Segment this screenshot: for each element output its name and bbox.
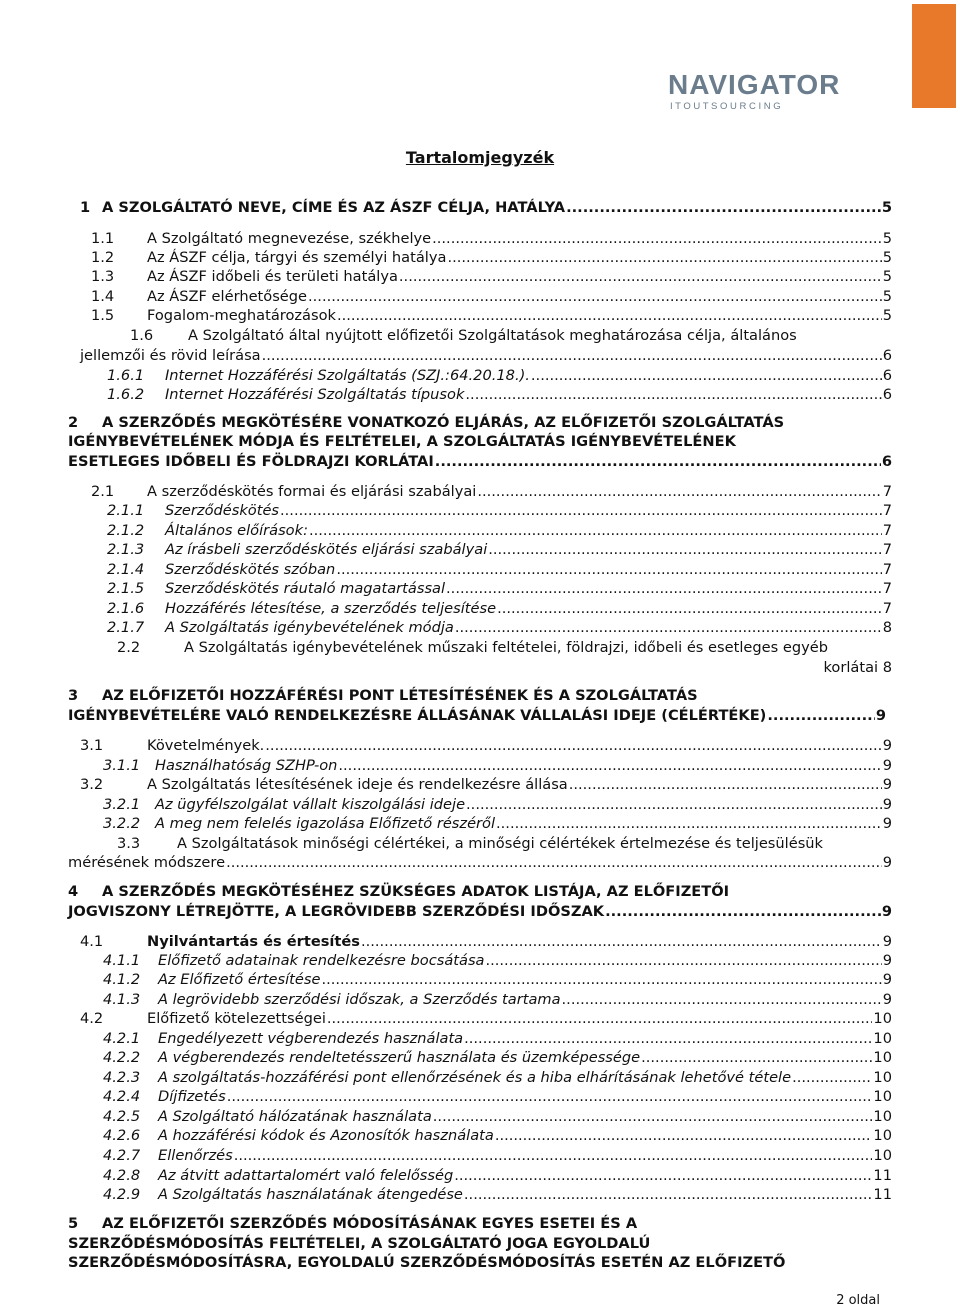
toc-text: A hozzáférési kódok és Azonosítók használata	[158, 1127, 494, 1144]
toc-leader	[308, 287, 882, 307]
toc-text: Szerződéskötés ráutaló magatartással	[165, 580, 446, 597]
toc-number: 2.1.4	[107, 561, 145, 578]
toc-leader	[399, 267, 882, 287]
toc-text: A meg nem felelés igazolása Előfizető részéről	[155, 815, 496, 832]
toc-leader	[495, 1126, 873, 1146]
toc-number: 4	[68, 883, 79, 900]
toc-number: 3.3	[117, 835, 141, 852]
toc-text: A Szolgáltató megnevezése, székhelye	[147, 230, 432, 247]
toc-entry-4-2-1[interactable]	[103, 1029, 892, 1049]
toc-page: 5	[882, 249, 892, 266]
toc-text: korlátai	[823, 659, 879, 676]
toc-number: 3.2.2	[103, 815, 141, 832]
toc-page: 8	[882, 619, 892, 636]
toc-page: 9	[882, 796, 892, 813]
toc-entry-4-2-7[interactable]	[103, 1146, 892, 1166]
toc-page: 9	[882, 971, 892, 988]
toc-number: 3.2.1	[103, 796, 141, 813]
toc-number: 4.2.7	[103, 1147, 141, 1164]
toc-entry-2-1[interactable]	[91, 482, 892, 502]
toc-leader	[531, 366, 882, 386]
toc-leader	[327, 1009, 873, 1029]
navigator-logo	[668, 68, 878, 112]
toc-number: 4.2.2	[103, 1049, 141, 1066]
toc-text: Követelmények.	[147, 737, 265, 754]
toc-page: 7	[882, 561, 892, 578]
toc-entry-4-cont[interactable]	[68, 902, 892, 922]
toc-page: 10	[873, 1030, 892, 1047]
toc-page: 9	[882, 991, 892, 1008]
toc-text: SZERZŐDÉSMÓDOSÍTÁS FELTÉTELEI, A SZOLGÁLTATÓ JOGA EGYOLDALÚ	[68, 1235, 651, 1252]
toc-leader	[477, 482, 881, 502]
toc-text: Általános előírások:	[165, 522, 308, 539]
toc-number: 1	[80, 199, 91, 216]
toc-text: jellemzői és rövid leírása	[80, 347, 261, 364]
toc-leader	[605, 902, 881, 922]
toc-page: 7	[882, 522, 892, 539]
toc-entry-4-2-9[interactable]	[103, 1185, 892, 1205]
toc-page: 9	[882, 933, 892, 950]
toc-entry-2-cont2[interactable]	[68, 452, 892, 472]
toc-entry-4-2-3[interactable]	[103, 1068, 892, 1088]
toc-entry-4-1[interactable]	[80, 932, 892, 952]
toc-entry-2-cont1[interactable]	[68, 432, 892, 452]
toc-number: 2.2	[117, 639, 141, 656]
toc-leader	[486, 951, 882, 971]
toc-entry-4-1-3[interactable]	[103, 990, 892, 1010]
toc-page: 10	[873, 1069, 892, 1086]
toc-page: 7	[882, 483, 892, 500]
toc-leader	[446, 579, 882, 599]
toc-entry-1-1[interactable]	[91, 229, 892, 249]
toc-entry-1-6-1[interactable]	[107, 366, 892, 386]
toc-leader	[262, 346, 882, 366]
toc-leader	[562, 990, 882, 1010]
toc-number: 2.1.3	[107, 541, 145, 558]
toc-page: 9	[882, 757, 892, 774]
logo-subtitle: I T O U T S O U R C I N G	[670, 101, 781, 112]
toc-page: 5	[881, 199, 892, 216]
toc-page: 9	[881, 903, 892, 920]
toc-entry-3-1[interactable]	[80, 736, 892, 756]
toc-leader	[465, 385, 881, 405]
toc-text: A legrövidebb szerződési időszak, a Szerződés tartama	[158, 991, 561, 1008]
toc-text: Előfizető kötelezettségei	[147, 1010, 326, 1027]
toc-text: Használhatóság SZHP-on	[155, 757, 338, 774]
toc-number: 1.5	[91, 307, 115, 324]
toc-number: 2	[68, 414, 79, 431]
toc-text: AZ ELŐFIZETŐI HOZZÁFÉRÉSI PONT LÉTESÍTÉSÉNEK ÉS A SZOLGÁLTATÁS	[102, 687, 698, 704]
toc-leader	[432, 229, 882, 249]
toc-leader	[496, 814, 882, 834]
toc-page: 7	[882, 541, 892, 558]
toc-text: mérésének módszere	[68, 854, 226, 871]
toc-leader	[447, 248, 881, 268]
toc-number: 1.3	[91, 268, 115, 285]
toc-number: 4.2.1	[103, 1030, 141, 1047]
toc-leader	[464, 1029, 872, 1049]
toc-page: 9	[882, 776, 892, 793]
toc-leader	[265, 736, 881, 756]
toc-text: Az átvitt adattartalomért való felelősség	[158, 1167, 454, 1184]
toc-number: 4.2.8	[103, 1167, 141, 1184]
toc-text: IGÉNYBEVÉTELÉNEK MÓDJA ÉS FELTÉTELEI, A SZOLGÁLTATÁS IGÉNYBEVÉTELÉNEK	[68, 433, 736, 450]
toc-entry-1-6-2[interactable]	[107, 385, 892, 405]
toc-text: A Szolgáltatás használatának átengedése	[158, 1186, 463, 1203]
toc-number: 2.1.5	[107, 580, 145, 597]
toc-entry-2-1-5[interactable]	[107, 579, 892, 599]
toc-number: 2.1	[91, 483, 115, 500]
toc-entry-5-cont1[interactable]	[68, 1234, 892, 1254]
toc-text: Az ÁSZF elérhetősége	[147, 288, 308, 305]
toc-entry-2-1-2[interactable]	[107, 521, 892, 541]
toc-leader	[226, 853, 882, 873]
toc-number: 4.1.3	[103, 991, 141, 1008]
toc-entry-2-1-3[interactable]	[107, 540, 892, 560]
toc-number: 1.6.2	[107, 386, 145, 403]
toc-number: 3.1.1	[103, 757, 141, 774]
toc-page: 10	[873, 1010, 892, 1027]
toc-text: Az ÁSZF időbeli és területi hatálya	[147, 268, 398, 285]
toc-number: 4.2.9	[103, 1186, 141, 1203]
toc-leader	[337, 306, 882, 326]
toc-entry-1-4[interactable]	[91, 287, 892, 307]
toc-entry-4-2-5[interactable]	[103, 1107, 892, 1127]
toc-entry-3-2-2[interactable]	[103, 814, 892, 834]
toc-entry-3-cont[interactable]	[68, 706, 886, 726]
toc-entry-2-1-1[interactable]	[107, 501, 892, 521]
toc-leader	[792, 1068, 872, 1088]
toc-text: A Szolgáltató hálózatának használata	[158, 1108, 432, 1125]
toc-page: 5	[882, 230, 892, 247]
toc-number: 3.2	[80, 776, 104, 793]
toc-page: 9	[882, 952, 892, 969]
toc-leader	[280, 501, 882, 521]
toc-text: A végberendezés rendeltetésszerű használata és üzemképessége	[158, 1049, 641, 1066]
toc-entry-1-2[interactable]	[91, 248, 892, 268]
toc-page: 7	[882, 600, 892, 617]
toc-entry-1-3[interactable]	[91, 267, 892, 287]
toc-leader	[338, 756, 881, 776]
toc-page: 9	[882, 737, 892, 754]
toc-text: Ellenőrzés	[158, 1147, 233, 1164]
toc-text: A Szolgáltatás igénybevételének módja	[165, 619, 454, 636]
toc-text: A Szolgáltatások minőségi célértékei, a minőségi célértékek értelmezése és teljesülésük	[177, 835, 824, 852]
toc-text: Az ügyfélszolgálat vállalt kiszolgálási ideje	[155, 796, 466, 813]
toc-number: 3	[68, 687, 79, 704]
toc-text: A Szolgáltató által nyújtott előfizetői Szolgáltatások meghatározása célja, általános	[188, 327, 797, 344]
toc-number: 4.2.5	[103, 1108, 141, 1125]
toc-text: IGÉNYBEVÉTELÉRE VALÓ RENDELKEZÉSRE ÁLLÁSÁNAK VÁLLALÁSI IDEJE (CÉLÉRTÉKE)	[68, 707, 767, 724]
toc-entry-3-3-cont[interactable]	[68, 853, 892, 873]
toc-leader	[767, 706, 874, 726]
toc-page: 6	[882, 347, 892, 364]
toc-text: Internet Hozzáférési Szolgáltatás (SZJ.:64.20.18.).	[165, 367, 530, 384]
toc-page: 5	[882, 268, 892, 285]
toc-number: 3.1	[80, 737, 104, 754]
toc-number: 4.1.2	[103, 971, 141, 988]
toc-number: 2.1.6	[107, 600, 145, 617]
toc-number: 4.1	[80, 933, 104, 950]
toc-leader	[309, 521, 882, 541]
toc-entry-4-1-2[interactable]	[103, 970, 892, 990]
toc-text: Internet Hozzáférési Szolgáltatás típusok	[165, 386, 465, 403]
toc-leader	[227, 1087, 873, 1107]
toc-text: Az Előfizető értesítése	[158, 971, 321, 988]
toc-number: 2.1.2	[107, 522, 145, 539]
toc-text: A SZOLGÁLTATÓ NEVE, CÍME ÉS AZ ÁSZF CÉLJA, HATÁLYA	[102, 199, 566, 216]
toc-number: 1.6	[130, 327, 154, 344]
toc-leader	[497, 599, 882, 619]
toc-number: 1.2	[91, 249, 115, 266]
toc-entry-4-2-8[interactable]	[103, 1166, 892, 1186]
toc-page: 8	[882, 659, 892, 676]
toc-page: 10	[873, 1147, 892, 1164]
toc-entry-5[interactable]	[68, 1214, 892, 1234]
toc-leader	[234, 1146, 873, 1166]
toc-text: JOGVISZONY LÉTREJÖTTE, A LEGRÖVIDEBB SZERZŐDÉSI IDŐSZAK	[68, 903, 605, 920]
toc-number: 4.2.4	[103, 1088, 141, 1105]
toc-number: 1.1	[91, 230, 115, 247]
toc-text: A szerződéskötés formai és eljárási szabályai	[147, 483, 477, 500]
toc-page: 10	[873, 1108, 892, 1125]
toc-page: 9	[882, 815, 892, 832]
toc-leader	[466, 795, 882, 815]
toc-page: 9	[882, 854, 892, 871]
toc-page: 10	[873, 1088, 892, 1105]
toc-text: A szolgáltatás-hozzáférési pont ellenőrzésének és a hiba elhárításának lehetővé tétele	[158, 1069, 792, 1086]
toc-number: 4.2.3	[103, 1069, 141, 1086]
toc-entry-3-2-1[interactable]	[103, 795, 892, 815]
toc-page: 9	[875, 707, 886, 724]
toc-entry-2-1-7[interactable]	[107, 618, 892, 638]
toc-entry-2-1-4[interactable]	[107, 560, 892, 580]
toc-text: Engedélyezett végberendezés használata	[158, 1030, 464, 1047]
toc-leader	[433, 1107, 873, 1127]
toc-text: Fogalom-meghatározások	[147, 307, 336, 324]
toc-title: Tartalomjegyzék	[405, 148, 555, 167]
toc-leader	[569, 775, 882, 795]
brand-color-bar	[912, 4, 956, 108]
toc-number: 1.4	[91, 288, 115, 305]
toc-text: A Szolgáltatás létesítésének ideje és rendelkezésre állása	[147, 776, 568, 793]
toc-entry-2-2-cont[interactable]	[80, 658, 892, 678]
toc-text: Az ÁSZF célja, tárgyi és személyi hatálya	[147, 249, 447, 266]
toc-entry-3-2[interactable]	[80, 775, 892, 795]
toc-leader	[455, 618, 882, 638]
toc-text: A SZERZŐDÉS MEGKÖTÉSÉHEZ SZÜKSÉGES ADATOK LISTÁJA, AZ ELŐFIZETŐI	[102, 883, 730, 900]
toc-text: SZERZŐDÉSMÓDOSÍTÁSRA, EGYOLDALÚ SZERZŐDÉSMÓDOSÍTÁS ESETÉN AZ ELŐFIZETŐ	[68, 1254, 786, 1271]
toc-entry-4[interactable]	[68, 882, 892, 902]
toc-page: 7	[882, 502, 892, 519]
toc-text: Nyilvántartás és értesítés	[147, 933, 360, 950]
logo-wordmark: NAVIGATOR	[668, 69, 841, 100]
toc-leader	[641, 1048, 872, 1068]
toc-entry-4-1-1[interactable]	[103, 951, 892, 971]
toc-entry-1-6-cont[interactable]	[80, 346, 892, 366]
toc-entry-1[interactable]	[80, 198, 892, 218]
toc-page: 6	[882, 386, 892, 403]
toc-leader	[336, 560, 881, 580]
toc-page: 5	[882, 307, 892, 324]
toc-page: 7	[882, 580, 892, 597]
toc-page: 11	[873, 1167, 892, 1184]
toc-text: Szerződéskötés	[165, 502, 280, 519]
toc-number: 2.1.7	[107, 619, 145, 636]
toc-page: 11	[873, 1186, 892, 1203]
toc-leader	[321, 970, 881, 990]
toc-entry-3[interactable]	[68, 686, 892, 706]
toc-entry-4-2-6[interactable]	[103, 1126, 892, 1146]
toc-entry-5-cont2[interactable]	[68, 1253, 892, 1273]
toc-leader	[454, 1166, 872, 1186]
toc-leader	[488, 540, 881, 560]
toc-text: Az írásbeli szerződéskötés eljárási szabályai	[165, 541, 488, 558]
toc-leader	[435, 452, 881, 472]
toc-page: 6	[881, 453, 892, 470]
toc-text: AZ ELŐFIZETŐI SZERZŐDÉS MÓDOSÍTÁSÁNAK EGYES ESETEI ÉS A	[102, 1215, 638, 1232]
toc-page: 5	[882, 288, 892, 305]
toc-text: A Szolgáltatás igénybevételének műszaki feltételei, földrajzi, időbeli és esetleges egyéb	[184, 639, 828, 656]
toc-entry-2-2[interactable]	[117, 638, 892, 658]
toc-entry-2[interactable]	[68, 413, 892, 433]
toc-entry-2-1-6[interactable]	[107, 599, 892, 619]
toc-entry-1-6[interactable]	[130, 326, 892, 346]
toc-number: 4.2	[80, 1010, 104, 1027]
toc-number: 4.2.6	[103, 1127, 141, 1144]
toc-text: A SZERZŐDÉS MEGKÖTÉSÉRE VONATKOZÓ ELJÁRÁS, AZ ELŐFIZETŐI SZOLGÁLTATÁS	[102, 414, 785, 431]
toc-number: 4.1.1	[103, 952, 141, 969]
page-number: 2 oldal	[836, 1293, 880, 1308]
toc-text: Szerződéskötés szóban	[165, 561, 336, 578]
toc-entry-4-2[interactable]	[80, 1009, 892, 1029]
toc-entry-3-1-1[interactable]	[103, 756, 892, 776]
toc-entry-4-2-2[interactable]	[103, 1048, 892, 1068]
toc-page: 10	[873, 1127, 892, 1144]
toc-page: 10	[873, 1049, 892, 1066]
toc-text: Hozzáférés létesítése, a szerződés teljesítése	[165, 600, 497, 617]
toc-text: Díjfizetés	[158, 1088, 226, 1105]
toc-leader	[566, 198, 881, 218]
toc-text: ESETLEGES IDŐBELI ÉS FÖLDRAJZI KORLÁTAI	[68, 453, 434, 470]
toc-page: 6	[882, 367, 892, 384]
toc-entry-3-3[interactable]	[117, 834, 892, 854]
toc-leader	[361, 932, 882, 952]
toc-entry-4-2-4[interactable]	[103, 1087, 892, 1107]
toc-leader	[464, 1185, 873, 1205]
toc-number: 1.6.1	[107, 367, 145, 384]
toc-text: Előfizető adatainak rendelkezésre bocsátása	[158, 952, 485, 969]
toc-number: 5	[68, 1215, 79, 1232]
toc-number: 2.1.1	[107, 502, 145, 519]
toc-entry-1-5[interactable]	[91, 306, 892, 326]
